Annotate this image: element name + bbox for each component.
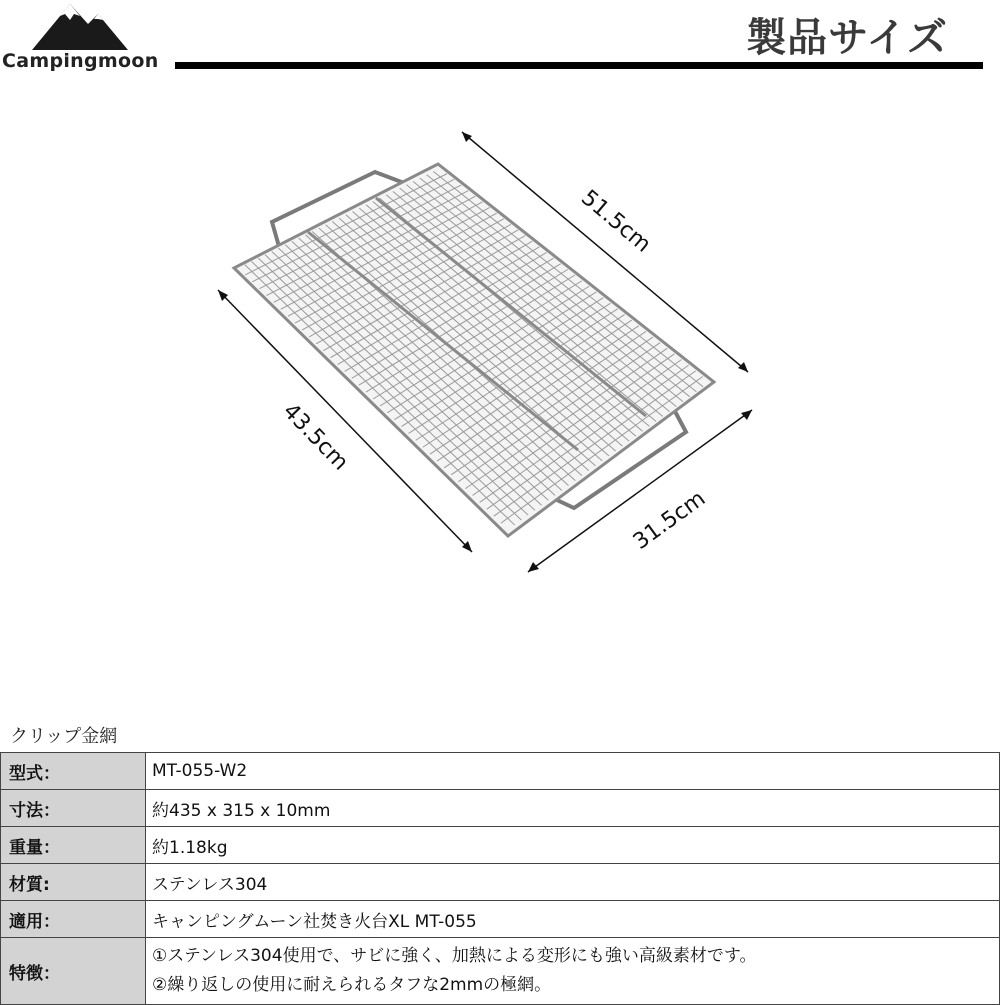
spec-value: キャンピングムーン社焚き火台XL MT-055 (146, 901, 1000, 938)
dim-label-top: 51.5cm (576, 185, 656, 258)
spec-key: 特徴： (1, 938, 146, 1005)
spec-key: 重量： (1, 827, 146, 864)
spec-row (1, 901, 1000, 938)
mountain-logo-icon (30, 2, 130, 52)
spec-row (1, 827, 1000, 864)
page-title: 製品サイズ (746, 15, 948, 61)
brand-name: Campingmoon (2, 50, 159, 72)
spec-row (1, 864, 1000, 901)
spec-value-line: ②繰り返しの使用に耐えられるタフな2mmの極網。 (152, 975, 552, 995)
spec-key: 適用： (1, 901, 146, 938)
spec-row (1, 753, 1000, 790)
grill-mesh-drawing (200, 110, 780, 600)
product-illustration (200, 110, 780, 600)
spec-value-line: ①ステンレス304使用で、サビに強く、加熱による変形にも強い高級素材です。 (152, 946, 757, 966)
spec-table (0, 752, 1000, 1005)
brand-logo (0, 0, 170, 80)
page-header (0, 0, 1000, 90)
spec-row (1, 938, 1000, 1005)
title-rule (175, 62, 983, 69)
spec-value: 約1.18kg (146, 827, 1000, 864)
spec-value: ステンレス304 (146, 864, 1000, 901)
spec-key: 型式： (1, 753, 146, 790)
spec-value: MT-055-W2 (146, 753, 1000, 790)
spec-row (1, 790, 1000, 827)
spec-key: 材質: (1, 864, 146, 901)
mesh-frame (234, 164, 714, 536)
spec-key: 寸法： (1, 790, 146, 827)
spec-value (146, 938, 1000, 1005)
dim-label-left: 43.5cm (277, 398, 353, 476)
dim-label-bottom: 31.5cm (628, 486, 711, 555)
spec-value: 約435 x 315 x 10mm (146, 790, 1000, 827)
product-caption: クリップ金網 (10, 726, 118, 747)
